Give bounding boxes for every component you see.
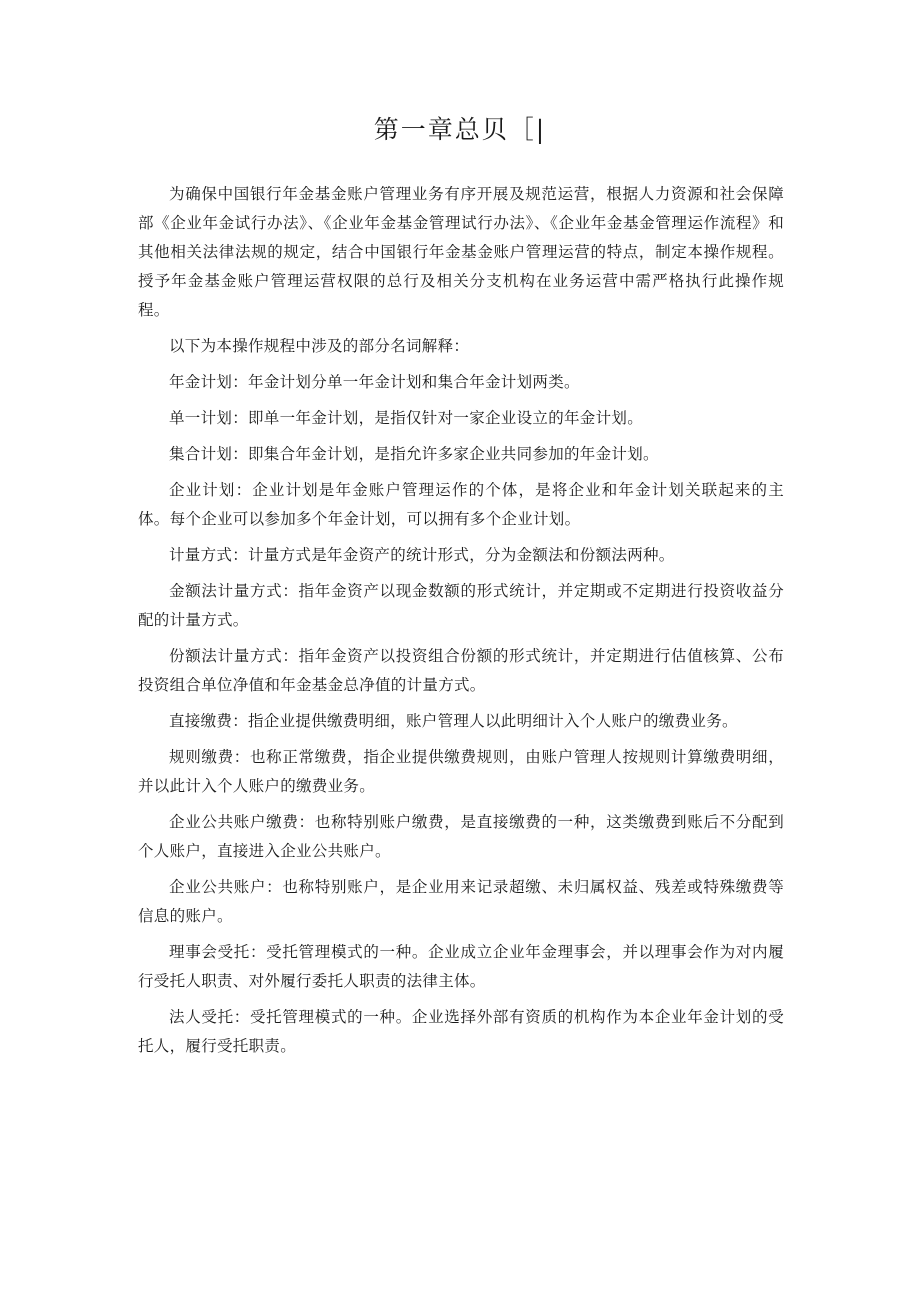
paragraph-direct-payment: 直接缴费：指企业提供缴费明细，账户管理人以此明细计入个人账户的缴费业务。 bbox=[169, 712, 738, 730]
paragraph-amount-method: 金额法计量方式：指年金资产以现金数额的形式统计，并定期或不定期进行投资收益分配的计量方式。 bbox=[138, 582, 784, 629]
paragraph-intro: 为确保中国银行年金基金账户管理业务有序开展及规范运营，根据人力资源和社会保障部《企业年金试行办法》、《企业年金基金管理试行办法》、《企业年金基金管理运作流程》和其他相关法律法规的规定，结合中国银行年金基金账户管理运营的特点，制定本操作规程。授予年金基金账户管理运营权限的总行及相关分支机构在业务运营中需严格执行此操作规程。 bbox=[138, 185, 784, 319]
paragraph-single-plan: 单一计划：即单一年金计划，是指仅针对一家企业设立的年金计划。 bbox=[169, 409, 644, 427]
paragraph-enterprise-plan: 企业计划：企业计划是年金账户管理运作的个体，是将企业和年金计划关联起来的主体。每个企业可以参加多个年金计划，可以拥有多个企业计划。 bbox=[138, 481, 784, 528]
paragraph-collective-plan: 集合计划：即集合年金计划，是指允许多家企业共同参加的年金计划。 bbox=[169, 445, 659, 463]
paragraph-public-account-payment: 企业公共账户缴费：也称特别账户缴费，是直接缴费的一种，这类缴费到账后不分配到个人账户，直接进入企业公共账户。 bbox=[138, 813, 784, 860]
paragraph-annuity-plan: 年金计划：年金计划分单一年金计划和集合年金计划两类。 bbox=[169, 373, 580, 391]
paragraph-public-account: 企业公共账户：也称特别账户，是企业用来记录超缴、未归属权益、残差或特殊缴费等信息的账户。 bbox=[138, 878, 784, 925]
chapter-title: 第一章总贝［| bbox=[373, 115, 547, 144]
paragraph-share-method: 份额法计量方式：指年金资产以投资组合份额的形式统计，并定期进行估值核算、公布投资组合单位净值和年金基金总净值的计量方式。 bbox=[138, 647, 784, 694]
paragraph-rule-payment: 规则缴费：也称正常缴费，指企业提供缴费规则，由账户管理人按规则计算缴费明细，并以此计入个人账户的缴费业务。 bbox=[138, 748, 784, 795]
paragraph-measurement: 计量方式：计量方式是年金资产的统计形式，分为金额法和份额法两种。 bbox=[169, 546, 675, 564]
paragraph-council-trust: 理事会受托：受托管理模式的一种。企业成立企业年金理事会，并以理事会作为对内履行受托人职责、对外履行委托人职责的法律主体。 bbox=[138, 943, 784, 990]
paragraph-legal-trust: 法人受托：受托管理模式的一种。企业选择外部有资质的机构作为本企业年金计划的受托人，履行受托职责。 bbox=[138, 1008, 784, 1055]
paragraph-terms-intro: 以下为本操作规程中涉及的部分名词解释： bbox=[169, 337, 470, 355]
document-body bbox=[138, 180, 784, 1068]
